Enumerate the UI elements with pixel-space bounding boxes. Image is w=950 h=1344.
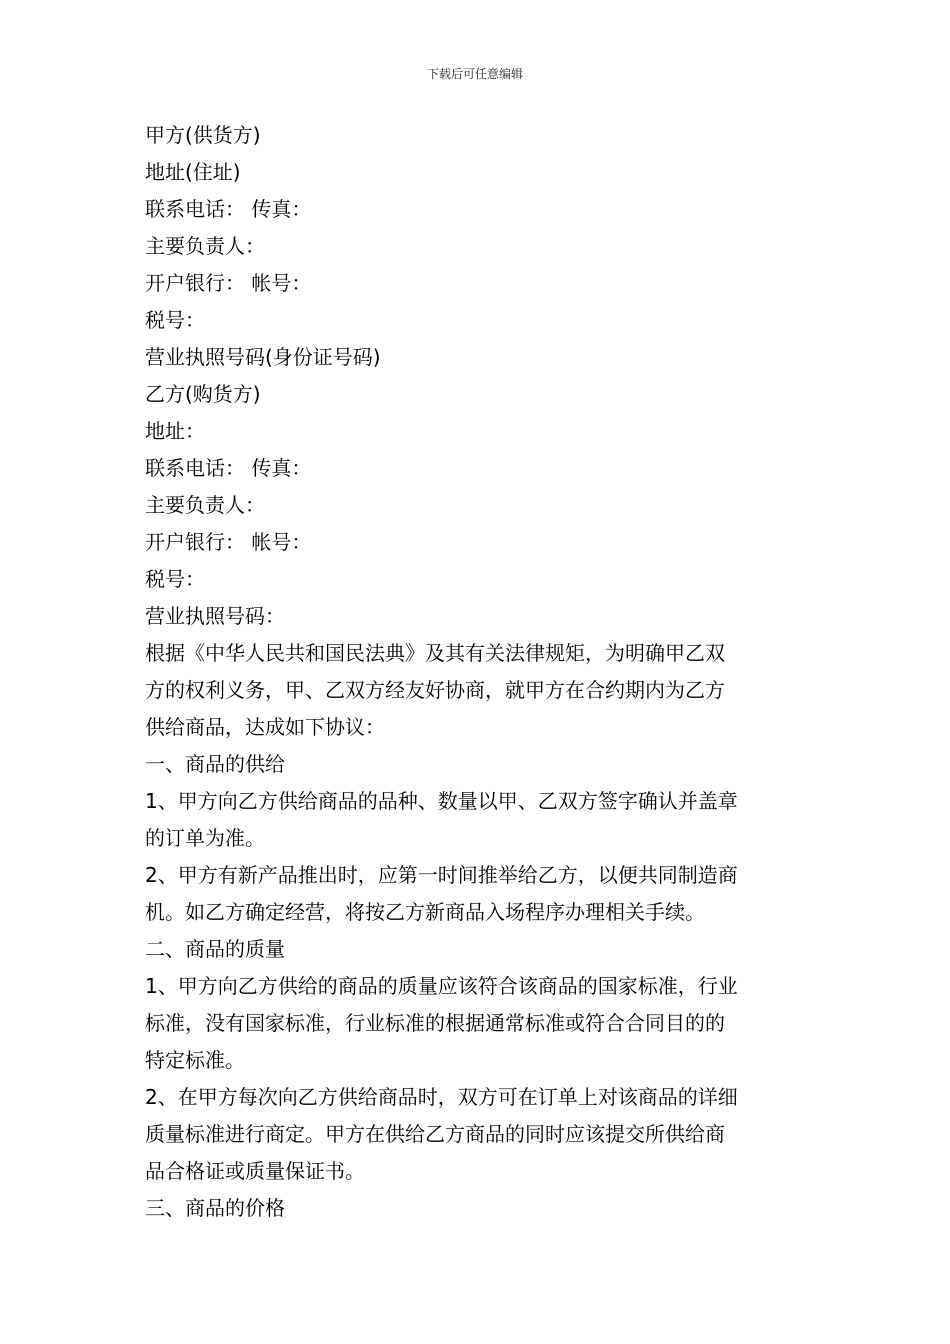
party-a-title: 甲方(供货方) [145,123,261,147]
party-b-address: 地址： [145,419,205,443]
section-1-clause-1-line-1: 1、甲方向乙方供给商品的品种、数量以甲、乙双方签字确认并盖章 [145,789,738,813]
section-1-heading: 一、商品的供给 [145,752,285,776]
preamble-line-3: 供给商品，达成如下协议： [145,715,385,739]
section-2-clause-2-line-1: 2、在甲方每次向乙方供给商品时，双方可在订单上对该商品的详细 [145,1085,738,1109]
party-a-bank-account: 开户银行： 帐号： [145,271,312,295]
preamble-line-1: 根据《中华人民共和国民法典》及其有关法律规矩，为明确甲乙双 [145,641,725,665]
party-b-bank-account: 开户银行： 帐号： [145,530,312,554]
section-2-clause-1-line-2: 标准，没有国家标准，行业标准的根据通常标准或符合合同目的的 [145,1011,725,1035]
party-a-principal: 主要负责人： [145,234,265,258]
section-1-clause-1-line-2: 的订单为准。 [145,826,265,850]
party-b-tax-number: 税号： [145,567,205,591]
preamble-line-2: 方的权利义务，甲、乙双方经友好协商，就甲方在合约期内为乙方 [145,678,725,702]
section-1-clause-2-line-2: 机。如乙方确定经营，将按乙方新商品入场程序办理相关手续。 [145,900,705,924]
party-a-phone-fax: 联系电话： 传真： [145,197,312,221]
document-body [145,117,810,1227]
section-1-clause-2-line-1: 2、甲方有新产品推出时，应第一时间推举给乙方，以便共同制造商 [145,863,738,887]
party-b-title: 乙方(购货方) [145,382,261,406]
section-2-clause-1-line-1: 1、甲方向乙方供给的商品的质量应该符合该商品的国家标准，行业 [145,974,738,998]
section-3-heading: 三、商品的价格 [145,1196,285,1220]
party-b-license-number: 营业执照号码： [145,604,285,628]
party-b-principal: 主要负责人： [145,493,265,517]
page-header: 下载后可任意编辑 [426,67,523,81]
section-2-clause-2-line-3: 品合格证或质量保证书。 [145,1159,365,1183]
party-a-license-number: 营业执照号码(身份证号码) [145,345,381,369]
section-2-heading: 二、商品的质量 [145,937,285,961]
section-2-clause-2-line-2: 质量标准进行商定。甲方在供给乙方商品的同时应该提交所供给商 [145,1122,725,1146]
party-a-tax-number: 税号： [145,308,205,332]
party-a-address: 地址(住址) [145,160,241,184]
section-2-clause-1-line-3: 特定标准。 [145,1048,245,1072]
party-b-phone-fax: 联系电话： 传真： [145,456,312,480]
